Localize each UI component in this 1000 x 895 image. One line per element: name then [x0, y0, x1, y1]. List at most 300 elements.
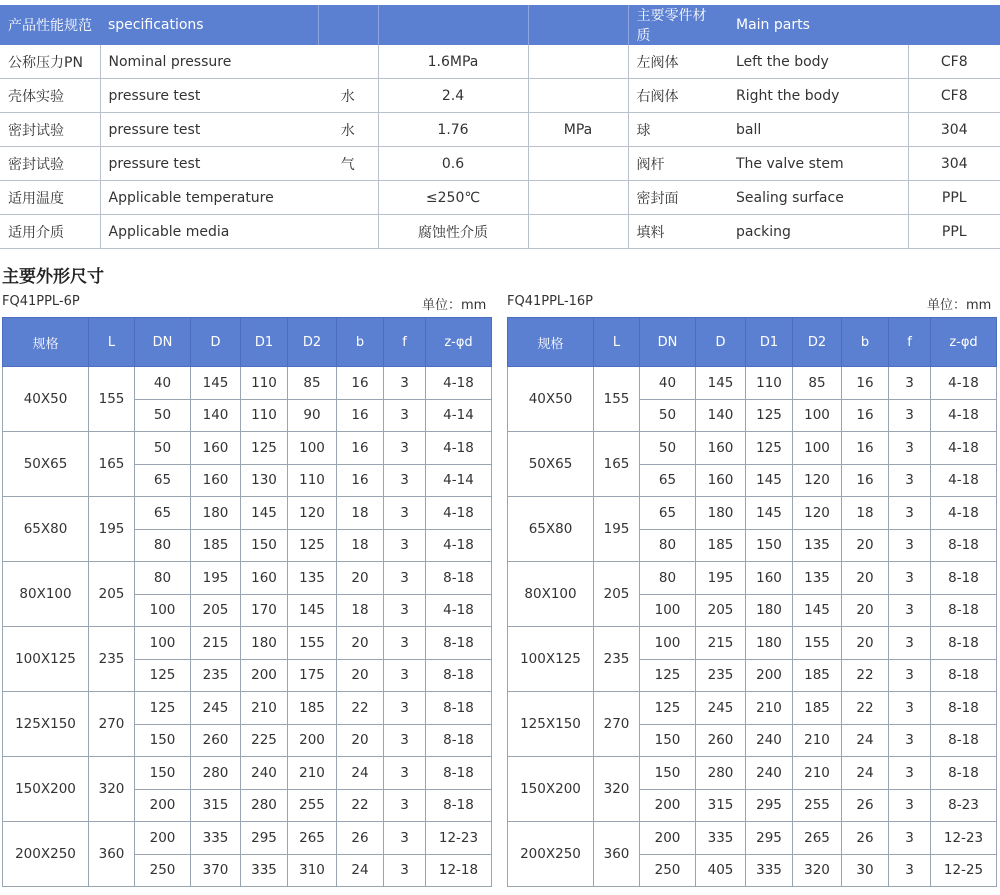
column-header: D1 — [241, 318, 288, 367]
table-cell: 16 — [337, 399, 384, 432]
table-cell: 210 — [241, 692, 288, 725]
size-cell: 100X125 — [3, 627, 89, 692]
spec-row-value: 1.6MPa — [378, 45, 528, 79]
table-cell: 50 — [640, 432, 696, 465]
table-cell: 3 — [889, 367, 931, 400]
table-cell: 150 — [135, 724, 191, 757]
table-cell: 8-18 — [931, 724, 997, 757]
part-material: 304 — [908, 113, 1000, 147]
table-cell: 90 — [288, 399, 337, 432]
spec-row-medium: 气 — [318, 147, 378, 181]
table-cell: 3 — [384, 757, 426, 790]
spec-row-value: 1.76 — [378, 113, 528, 147]
table-cell: 185 — [793, 659, 842, 692]
table-cell: 20 — [337, 627, 384, 660]
spec-header-right-cn: 主要零件材质 — [628, 5, 728, 45]
size-cell: 50X65 — [508, 432, 594, 497]
table-cell: 100 — [640, 627, 696, 660]
table-cell: 250 — [135, 854, 191, 887]
table-cell: 155 — [793, 627, 842, 660]
spec-row-medium — [318, 181, 378, 215]
table-cell: 4-18 — [931, 432, 997, 465]
spec-row-value: 腐蚀性介质 — [378, 215, 528, 249]
dimension-table-left — [2, 317, 492, 887]
table-cell: 3 — [889, 529, 931, 562]
table-cell: 16 — [842, 432, 889, 465]
table-cell: 8-18 — [931, 692, 997, 725]
table-cell: 310 — [288, 854, 337, 887]
spec-row — [0, 215, 1000, 249]
table-cell: 3 — [889, 464, 931, 497]
table-cell: 3 — [889, 497, 931, 530]
table-cell: 65 — [135, 497, 191, 530]
table-cell: 200 — [288, 724, 337, 757]
table-cell: 16 — [337, 464, 384, 497]
part-name-en: Left the body — [728, 45, 908, 79]
table-cell: 200 — [135, 789, 191, 822]
table-cell: 4-18 — [931, 399, 997, 432]
model-label-right: FQ41PPL-16P — [507, 294, 594, 309]
table-cell: 20 — [842, 594, 889, 627]
table-cell: 80 — [640, 529, 696, 562]
spec-header-left-cn: 产品性能规范 — [0, 5, 100, 45]
size-cell: 200X250 — [3, 822, 89, 887]
table-row — [508, 757, 997, 790]
table-cell: 65 — [640, 464, 696, 497]
column-header: f — [889, 318, 931, 367]
table-cell: 3 — [889, 724, 931, 757]
spec-row-value: 2.4 — [378, 79, 528, 113]
length-cell: 165 — [89, 432, 135, 497]
spec-row-label-cn: 适用介质 — [0, 215, 100, 249]
spec-row — [0, 181, 1000, 215]
column-header: L — [594, 318, 640, 367]
table-row — [3, 367, 492, 400]
spec-header-right-en: Main parts — [728, 5, 908, 45]
spec-header-left-en: specifications — [100, 5, 318, 45]
size-cell: 150X200 — [508, 757, 594, 822]
size-cell: 40X50 — [3, 367, 89, 432]
table-cell: 24 — [337, 757, 384, 790]
table-cell: 20 — [842, 627, 889, 660]
table-cell: 26 — [842, 789, 889, 822]
table-cell: 120 — [793, 497, 842, 530]
table-cell: 180 — [241, 627, 288, 660]
table-cell: 135 — [793, 529, 842, 562]
spec-row-label-cn: 密封试验 — [0, 113, 100, 147]
table-cell: 175 — [288, 659, 337, 692]
table-cell: 3 — [384, 627, 426, 660]
table-row — [508, 822, 997, 855]
length-cell: 165 — [594, 432, 640, 497]
table-cell: 130 — [241, 464, 288, 497]
table-cell: 160 — [696, 432, 746, 465]
table-cell: 8-18 — [426, 724, 492, 757]
size-cell: 80X100 — [3, 562, 89, 627]
table-cell: 240 — [746, 724, 793, 757]
table-cell: 3 — [384, 822, 426, 855]
part-name-cn: 阀杆 — [628, 147, 728, 181]
table-cell: 200 — [640, 822, 696, 855]
spec-row-value: 0.6 — [378, 147, 528, 181]
table-cell: 245 — [191, 692, 241, 725]
table-cell: 3 — [384, 594, 426, 627]
table-cell: 145 — [696, 367, 746, 400]
table-cell: 3 — [384, 724, 426, 757]
table-cell: 145 — [191, 367, 241, 400]
table-cell: 120 — [793, 464, 842, 497]
table-cell: 8-18 — [426, 692, 492, 725]
spec-row — [0, 113, 1000, 147]
table-cell: 205 — [696, 594, 746, 627]
unit-label-left: 单位：mm — [422, 298, 487, 313]
spec-row-label-en: Applicable media — [100, 215, 318, 249]
table-cell: 160 — [191, 432, 241, 465]
table-cell: 4-14 — [426, 464, 492, 497]
spec-row-label-cn: 密封试验 — [0, 147, 100, 181]
table-cell: 8-23 — [931, 789, 997, 822]
length-cell: 195 — [594, 497, 640, 562]
part-material: 304 — [908, 147, 1000, 181]
table-cell: 4-14 — [426, 399, 492, 432]
column-header: D2 — [793, 318, 842, 367]
table-cell: 18 — [337, 529, 384, 562]
length-cell: 205 — [594, 562, 640, 627]
table-cell: 145 — [241, 497, 288, 530]
spec-row-unit — [528, 215, 628, 249]
table-cell: 8-18 — [931, 562, 997, 595]
table-cell: 125 — [746, 432, 793, 465]
table-cell: 240 — [746, 757, 793, 790]
table-cell: 125 — [288, 529, 337, 562]
length-cell: 155 — [594, 367, 640, 432]
part-name-en: packing — [728, 215, 908, 249]
spec-row-medium: 水 — [318, 79, 378, 113]
table-cell: 80 — [640, 562, 696, 595]
size-cell: 65X80 — [3, 497, 89, 562]
table-cell: 160 — [191, 464, 241, 497]
table-cell: 210 — [746, 692, 793, 725]
table-cell: 3 — [889, 789, 931, 822]
table-cell: 260 — [696, 724, 746, 757]
table-cell: 185 — [288, 692, 337, 725]
table-cell: 210 — [288, 757, 337, 790]
table-row — [508, 562, 997, 595]
table-cell: 65 — [135, 464, 191, 497]
size-cell: 40X50 — [508, 367, 594, 432]
table-cell: 8-18 — [931, 757, 997, 790]
table-cell: 18 — [337, 497, 384, 530]
table-cell: 125 — [135, 692, 191, 725]
table-cell: 235 — [696, 659, 746, 692]
table-cell: 185 — [793, 692, 842, 725]
spec-row-label-en: pressure test — [100, 147, 318, 181]
table-cell: 185 — [696, 529, 746, 562]
table-cell: 4-18 — [931, 464, 997, 497]
part-name-en: Right the body — [728, 79, 908, 113]
length-cell: 360 — [89, 822, 135, 887]
table-cell: 160 — [241, 562, 288, 595]
column-header: D1 — [746, 318, 793, 367]
table-cell: 16 — [842, 399, 889, 432]
table-cell: 8-18 — [426, 659, 492, 692]
table-row — [3, 822, 492, 855]
table-cell: 185 — [191, 529, 241, 562]
size-cell: 125X150 — [3, 692, 89, 757]
table-cell: 80 — [135, 562, 191, 595]
spec-row-label-en: Applicable temperature — [100, 181, 318, 215]
table-cell: 18 — [842, 497, 889, 530]
spec-row-unit — [528, 181, 628, 215]
table-row — [3, 432, 492, 465]
table-cell: 22 — [842, 659, 889, 692]
table-cell: 3 — [889, 692, 931, 725]
table-cell: 280 — [696, 757, 746, 790]
table-cell: 320 — [793, 854, 842, 887]
table-cell: 180 — [746, 627, 793, 660]
table-cell: 8-18 — [426, 562, 492, 595]
table-cell: 4-18 — [426, 367, 492, 400]
length-cell: 360 — [594, 822, 640, 887]
table-cell: 180 — [191, 497, 241, 530]
spec-row-label-cn: 公称压力PN — [0, 45, 100, 79]
table-cell: 140 — [191, 399, 241, 432]
table-cell: 265 — [288, 822, 337, 855]
table-cell: 210 — [793, 724, 842, 757]
table-cell: 8-18 — [931, 594, 997, 627]
table-cell: 200 — [640, 789, 696, 822]
part-material: CF8 — [908, 45, 1000, 79]
table-cell: 240 — [241, 757, 288, 790]
table-cell: 3 — [384, 562, 426, 595]
table-cell: 12-18 — [426, 854, 492, 887]
table-cell: 145 — [746, 464, 793, 497]
table-cell: 22 — [337, 789, 384, 822]
column-header: D — [696, 318, 746, 367]
size-cell: 65X80 — [508, 497, 594, 562]
column-header: 规格 — [3, 318, 89, 367]
table-row — [508, 367, 997, 400]
column-header: DN — [640, 318, 696, 367]
table-cell: 100 — [135, 627, 191, 660]
table-cell: 145 — [746, 497, 793, 530]
section-title: 主要外形尺寸 — [2, 267, 104, 287]
table-cell: 150 — [746, 529, 793, 562]
table-cell: 22 — [337, 692, 384, 725]
table-cell: 24 — [842, 724, 889, 757]
table-cell: 160 — [746, 562, 793, 595]
spec-row-label-en: pressure test — [100, 113, 318, 147]
table-cell: 235 — [191, 659, 241, 692]
table-cell: 16 — [842, 464, 889, 497]
table-cell: 180 — [696, 497, 746, 530]
table-cell: 150 — [241, 529, 288, 562]
column-header: b — [842, 318, 889, 367]
table-cell: 315 — [696, 789, 746, 822]
table-cell: 18 — [337, 594, 384, 627]
length-cell: 195 — [89, 497, 135, 562]
table-cell: 8-18 — [931, 529, 997, 562]
table-cell: 125 — [746, 399, 793, 432]
spec-row-medium — [318, 215, 378, 249]
table-cell: 4-18 — [931, 497, 997, 530]
table-cell: 295 — [241, 822, 288, 855]
column-header: DN — [135, 318, 191, 367]
table-cell: 3 — [889, 822, 931, 855]
table-cell: 8-18 — [931, 627, 997, 660]
table-cell: 4-18 — [426, 432, 492, 465]
table-cell: 125 — [135, 659, 191, 692]
column-header: f — [384, 318, 426, 367]
table-cell: 170 — [241, 594, 288, 627]
spec-header-row — [0, 5, 1000, 45]
table-cell: 180 — [746, 594, 793, 627]
part-material: PPL — [908, 181, 1000, 215]
table-cell: 250 — [640, 854, 696, 887]
spec-header-blank — [378, 5, 528, 45]
table-cell: 8-18 — [426, 757, 492, 790]
length-cell: 205 — [89, 562, 135, 627]
table-cell: 8-18 — [426, 789, 492, 822]
spec-row-unit: MPa — [528, 113, 628, 147]
table-cell: 100 — [288, 432, 337, 465]
table-row — [508, 432, 997, 465]
table-cell: 335 — [746, 854, 793, 887]
table-cell: 3 — [384, 497, 426, 530]
table-row — [508, 692, 997, 725]
table-cell: 22 — [842, 692, 889, 725]
table-cell: 12-25 — [931, 854, 997, 887]
table-cell: 100 — [793, 399, 842, 432]
spec-table — [0, 5, 1000, 249]
unit-label-right: 单位：mm — [927, 298, 992, 313]
length-cell: 320 — [89, 757, 135, 822]
table-cell: 295 — [746, 789, 793, 822]
table-cell: 3 — [384, 464, 426, 497]
table-cell: 200 — [746, 659, 793, 692]
table-cell: 145 — [288, 594, 337, 627]
column-header: L — [89, 318, 135, 367]
table-cell: 280 — [241, 789, 288, 822]
table-row — [3, 757, 492, 790]
table-row — [3, 627, 492, 660]
spec-row-label-en: pressure test — [100, 79, 318, 113]
table-cell: 16 — [337, 432, 384, 465]
part-name-en: ball — [728, 113, 908, 147]
table-cell: 3 — [889, 659, 931, 692]
table-cell: 26 — [842, 822, 889, 855]
table-cell: 3 — [889, 854, 931, 887]
spec-row — [0, 45, 1000, 79]
table-cell: 40 — [135, 367, 191, 400]
table-cell: 3 — [384, 692, 426, 725]
table-cell: 100 — [640, 594, 696, 627]
spec-row-medium: 水 — [318, 113, 378, 147]
table-cell: 200 — [241, 659, 288, 692]
table-cell: 4-18 — [931, 367, 997, 400]
table-cell: 135 — [793, 562, 842, 595]
table-cell: 260 — [191, 724, 241, 757]
length-cell: 320 — [594, 757, 640, 822]
table-cell: 3 — [889, 594, 931, 627]
table-cell: 3 — [384, 529, 426, 562]
table-cell: 3 — [889, 757, 931, 790]
table-cell: 135 — [288, 562, 337, 595]
table-cell: 195 — [696, 562, 746, 595]
table-cell: 3 — [889, 399, 931, 432]
length-cell: 235 — [594, 627, 640, 692]
column-header: 规格 — [508, 318, 594, 367]
length-cell: 155 — [89, 367, 135, 432]
table-cell: 3 — [384, 367, 426, 400]
spec-row-label-cn: 壳体实验 — [0, 79, 100, 113]
column-header: b — [337, 318, 384, 367]
table-cell: 145 — [793, 594, 842, 627]
part-name-cn: 左阀体 — [628, 45, 728, 79]
table-cell: 295 — [746, 822, 793, 855]
table-cell: 4-18 — [426, 529, 492, 562]
table-cell: 12-23 — [426, 822, 492, 855]
table-cell: 125 — [241, 432, 288, 465]
spec-row-unit — [528, 45, 628, 79]
table-cell: 110 — [288, 464, 337, 497]
table-cell: 50 — [640, 399, 696, 432]
spec-row-unit — [528, 147, 628, 181]
table-cell: 335 — [241, 854, 288, 887]
dimension-table-right — [507, 317, 997, 887]
table-row — [3, 497, 492, 530]
table-cell: 50 — [135, 432, 191, 465]
table-cell: 405 — [696, 854, 746, 887]
table-cell: 160 — [696, 464, 746, 497]
table-cell: 205 — [191, 594, 241, 627]
size-cell: 200X250 — [508, 822, 594, 887]
table-cell: 3 — [384, 659, 426, 692]
table-cell: 335 — [191, 822, 241, 855]
table-cell: 20 — [337, 659, 384, 692]
table-cell: 280 — [191, 757, 241, 790]
table-cell: 80 — [135, 529, 191, 562]
spec-row-medium — [318, 45, 378, 79]
size-cell: 50X65 — [3, 432, 89, 497]
table-cell: 215 — [696, 627, 746, 660]
size-cell: 150X200 — [3, 757, 89, 822]
table-cell: 3 — [889, 627, 931, 660]
table-cell: 20 — [842, 529, 889, 562]
table-cell: 30 — [842, 854, 889, 887]
table-cell: 3 — [384, 432, 426, 465]
table-cell: 3 — [384, 854, 426, 887]
table-cell: 120 — [288, 497, 337, 530]
table-cell: 155 — [288, 627, 337, 660]
spec-row — [0, 79, 1000, 113]
table-cell: 225 — [241, 724, 288, 757]
part-material: CF8 — [908, 79, 1000, 113]
table-cell: 195 — [191, 562, 241, 595]
table-cell: 255 — [288, 789, 337, 822]
table-cell: 150 — [640, 724, 696, 757]
table-cell: 8-18 — [931, 659, 997, 692]
spec-row-value: ≤250℃ — [378, 181, 528, 215]
part-name-en: Sealing surface — [728, 181, 908, 215]
table-cell: 85 — [793, 367, 842, 400]
table-row — [3, 562, 492, 595]
table-cell: 245 — [696, 692, 746, 725]
spec-header-blank — [318, 5, 378, 45]
table-cell: 150 — [640, 757, 696, 790]
table-cell: 315 — [191, 789, 241, 822]
length-cell: 270 — [89, 692, 135, 757]
